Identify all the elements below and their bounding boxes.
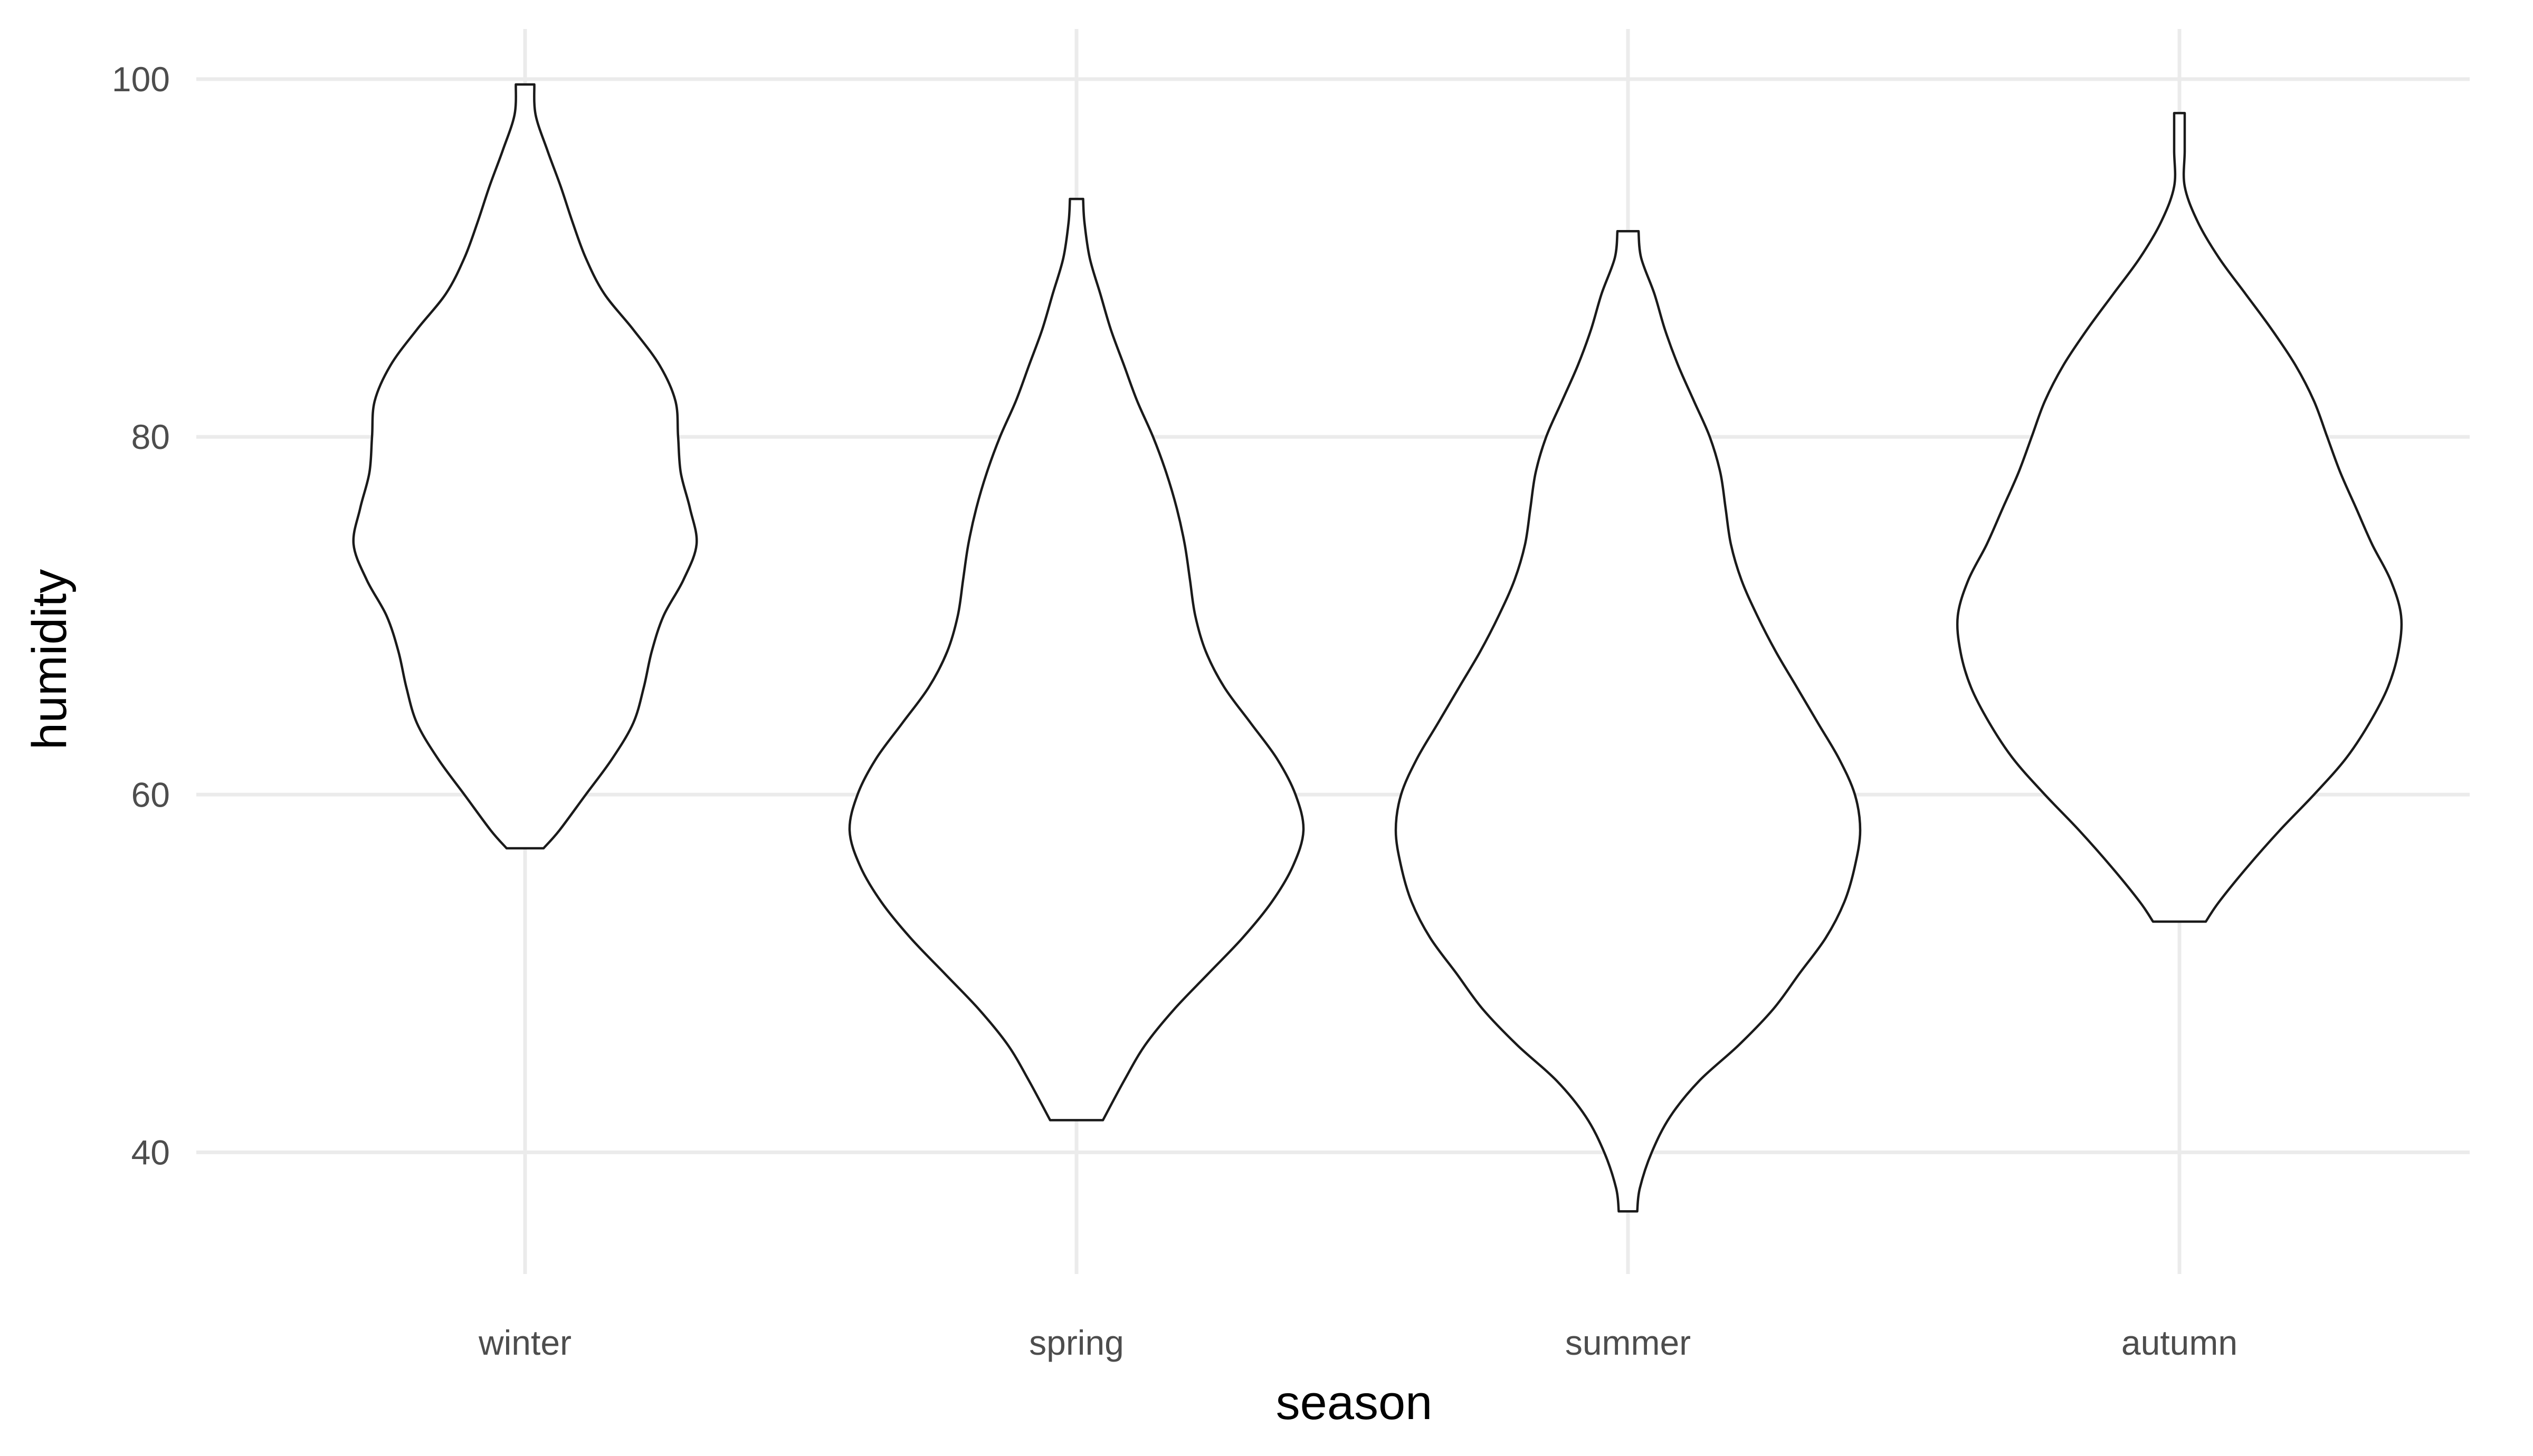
violin-winter: [354, 84, 697, 848]
x-tick-labels: [478, 1323, 2237, 1362]
x-gridlines: [525, 29, 2179, 1274]
y-tick-label-60: 60: [131, 775, 170, 815]
violins: [354, 84, 2402, 1211]
x-tick-label-summer: summer: [1565, 1323, 1691, 1362]
y-tick-labels: [112, 60, 170, 1172]
violin-autumn: [1957, 113, 2402, 922]
y-axis-title: humidity: [23, 569, 77, 750]
y-tick-label-80: 80: [131, 417, 170, 457]
x-tick-label-autumn: autumn: [2121, 1323, 2238, 1362]
x-tick-label-spring: spring: [1029, 1323, 1124, 1362]
y-tick-label-100: 100: [111, 59, 170, 99]
x-axis-title: season: [1275, 1376, 1433, 1430]
y-tick-label-40: 40: [131, 1133, 170, 1172]
violin-summer: [1396, 231, 1860, 1211]
violin-spring: [850, 199, 1303, 1120]
x-tick-label-winter: winter: [478, 1323, 572, 1362]
